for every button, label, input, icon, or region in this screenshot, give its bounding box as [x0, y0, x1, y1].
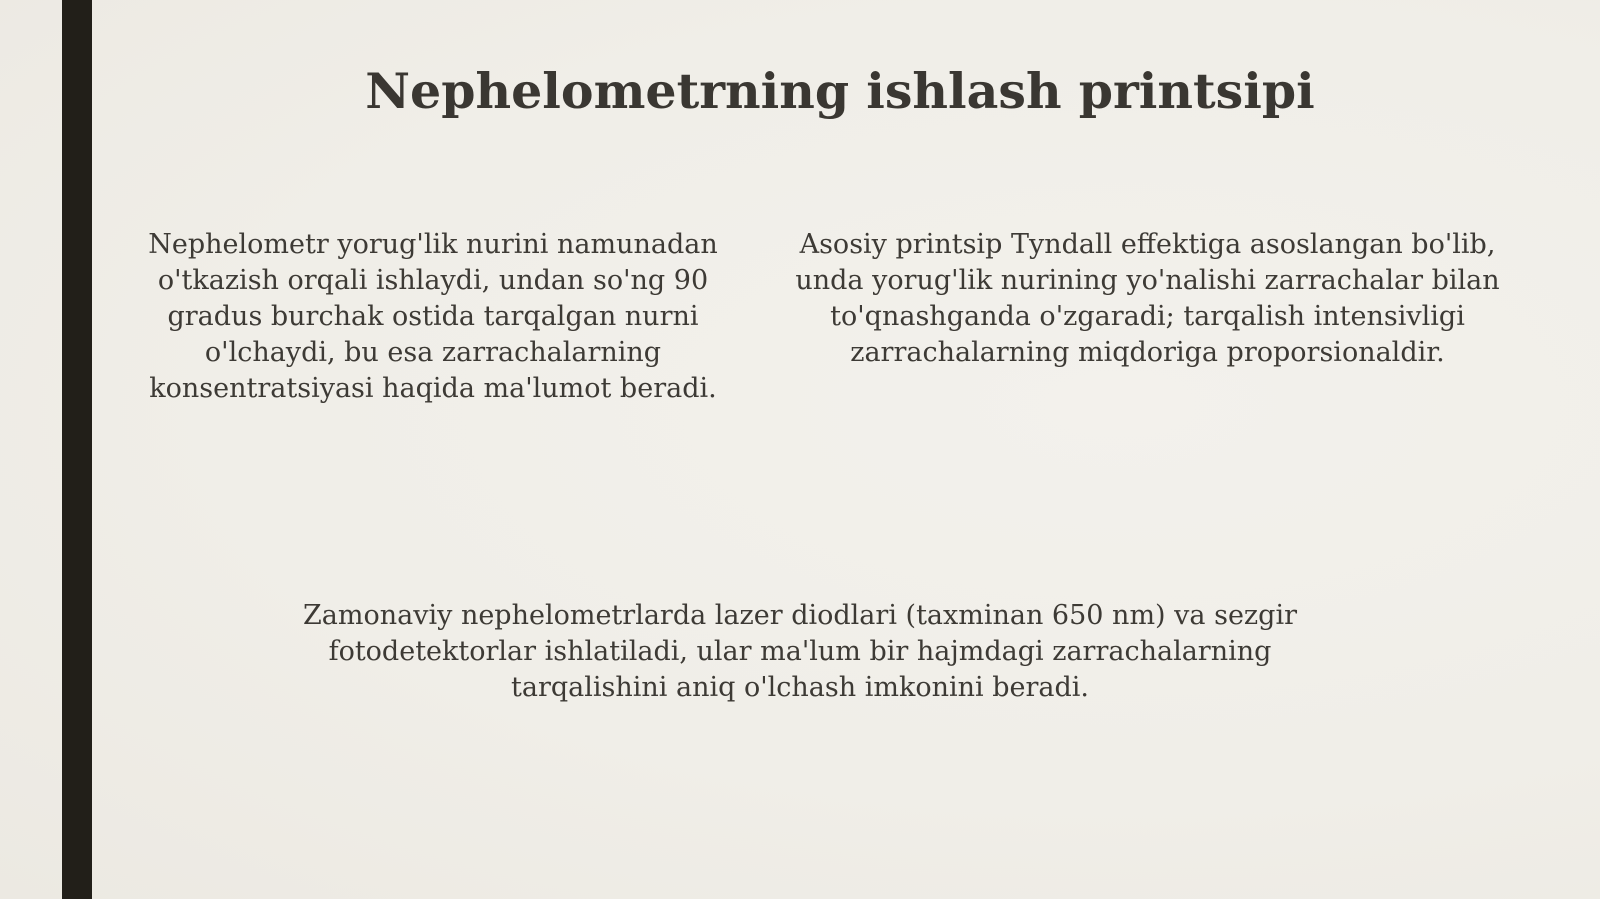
paragraph-right: Asosiy printsip Tyndall effektiga asoslangan bo'lib, unda yorug'lik nurining yo'nalishi zarrachalar bilan to'qnashganda o'zgaradi; tarqalish intensivligi zarrachalarning miqdoriga proporsionaldir.	[795, 229, 1500, 368]
slide-title: Nephelometrning ishlash printsipi	[365, 62, 1315, 120]
paragraph-bottom: Zamonaviy nephelometrlarda lazer diodlari (taxminan 650 nm) va sezgir fotodetektorlar ishlatiladi, ular ma'lum bir hajmdagi zarrachalarning tarqalishini aniq o'lchash imkonini beradi.	[303, 600, 1297, 703]
paragraph-left: Nephelometr yorug'lik nurini namunadan o'tkazish orqali ishlaydi, undan so'ng 90 gradus burchak ostida tarqalgan nurni o'lchaydi, bu esa zarrachalarning konsentratsiyasi haqida ma'lumot beradi.	[148, 229, 718, 404]
left-accent-bar	[62, 0, 92, 899]
